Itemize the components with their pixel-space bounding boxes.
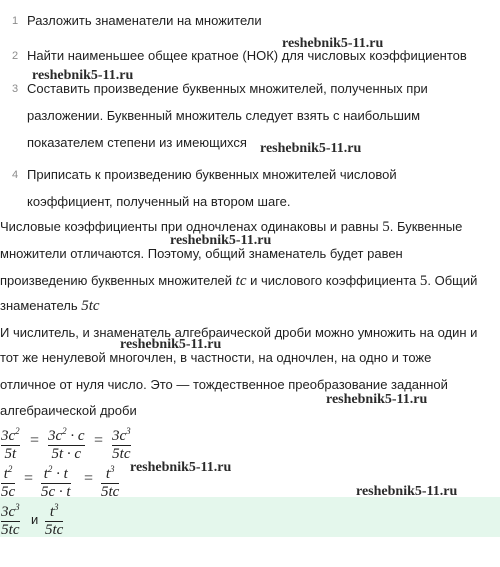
step-text: Составить произведение буквенных множителей, полученных при	[27, 81, 428, 96]
equals-sign: =	[24, 470, 34, 487]
watermark: reshebnik5-11.ru	[170, 233, 272, 248]
watermark: reshebnik5-11.ru	[356, 484, 458, 499]
conjunction: и	[31, 512, 39, 527]
fraction: $t^3$ 5tc	[101, 464, 120, 500]
watermark: reshebnik5-11.ru	[260, 141, 362, 156]
step-number: 2	[12, 50, 19, 62]
paragraph-line: тот же ненулевой многочлен, в частности, на одночлен, на одно и тоже	[0, 350, 432, 365]
watermark: reshebnik5-11.ru	[282, 36, 384, 51]
step-number: 4	[12, 169, 19, 181]
fraction: $t^2 \cdot t$ 5c · t	[41, 464, 71, 500]
paragraph-line: И числитель, и знаменатель алгебраической дроби можно умножить на один и	[0, 325, 478, 340]
step-text: Разложить знаменатели на множители	[27, 13, 262, 28]
equals-sign: =	[84, 470, 94, 487]
fraction: $3c^3$ 5tc	[1, 502, 20, 538]
watermark: reshebnik5-11.ru	[130, 460, 232, 475]
result-highlight	[0, 497, 500, 537]
paragraph-line: Числовые коэффициенты при одночленах одинаковы и равны 5. Буквенные	[0, 219, 463, 235]
equals-sign: =	[30, 432, 40, 449]
watermark: reshebnik5-11.ru	[120, 337, 222, 352]
equals-sign: =	[94, 432, 104, 449]
paragraph-line: алгебраической дроби	[0, 403, 137, 418]
paragraph-line: знаменатель 5tc	[0, 298, 100, 314]
step-text: разложении. Буквенный множитель следует взять с наибольшим	[27, 108, 421, 123]
step-text: Найти наименьшее общее кратное (НОК) для числовых коэффициентов	[27, 48, 467, 63]
fraction: $t^3$ 5tc	[45, 502, 64, 538]
fraction: $3c^3$ 5tc	[112, 426, 131, 462]
fraction: $t^2$ 5c	[1, 464, 16, 500]
paragraph-line: произведению буквенных множителей tc и числового коэффициента 5. Общий	[0, 273, 478, 289]
paragraph-line: отличное от нуля число. Это — тождественное преобразование заданной	[0, 377, 448, 392]
step-text: Приписать к произведению буквенных множителей числовой	[27, 167, 397, 182]
step-text: коэффициент, полученный на втором шаге.	[27, 194, 291, 209]
watermark: reshebnik5-11.ru	[32, 68, 134, 83]
fraction: $3c^2 \cdot c$ 5t · c	[48, 426, 85, 462]
watermark: reshebnik5-11.ru	[326, 392, 428, 407]
fraction: $3c^2$ 5t	[1, 426, 20, 462]
step-number: 3	[12, 83, 19, 95]
step-number: 1	[12, 15, 19, 27]
step-text: показателем степени из имеющихся	[27, 135, 247, 150]
paragraph-line: множители отличаются. Поэтому, общий знаменатель будет равен	[0, 246, 403, 261]
